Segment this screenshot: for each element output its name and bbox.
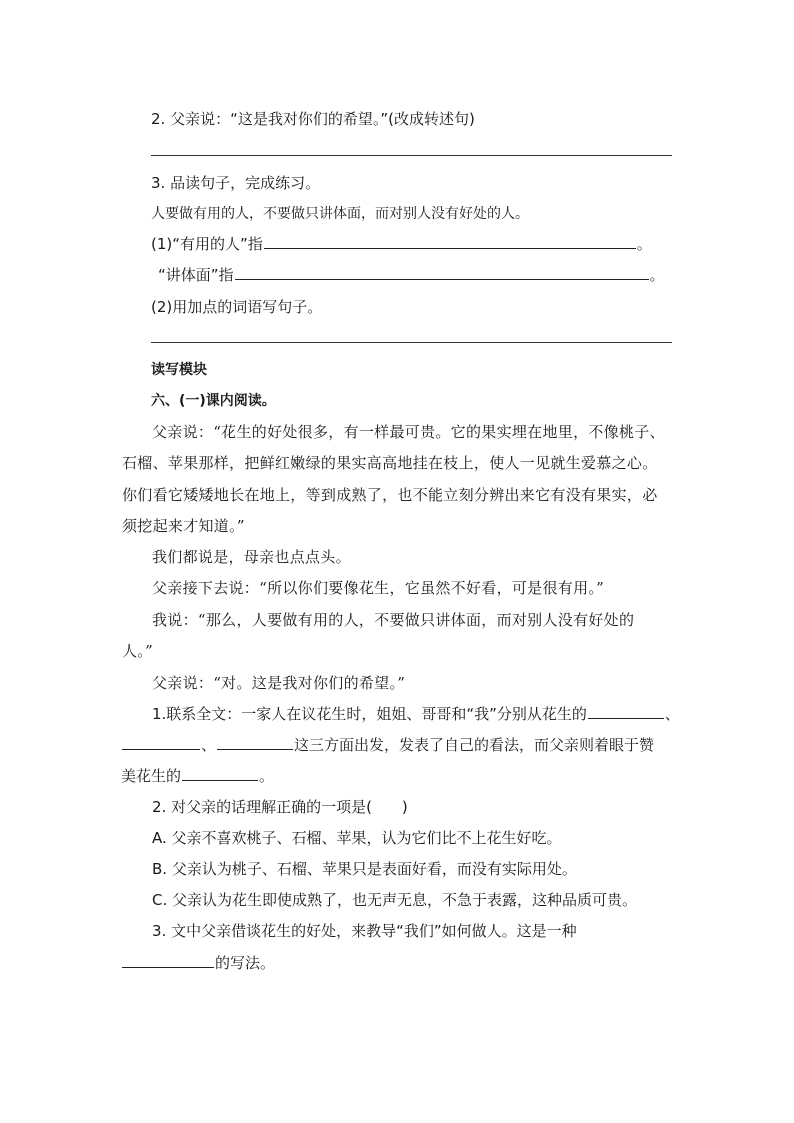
option-a[interactable]: A. 父亲不喜欢桃子、石榴、苹果，认为它们比不上花生好吃。 xyxy=(152,829,562,847)
answer-blank-decency[interactable] xyxy=(235,278,649,280)
question-1-text: 1.联系全文：一家人在议花生时，姐姐、哥哥和“我”分别从花生的 xyxy=(152,705,587,723)
option-b[interactable]: B. 父亲认为桃子、石榴、苹果只是表面好看，而没有实际用处。 xyxy=(152,860,577,878)
q3-title: 3. 品读句子，完成练习。 xyxy=(151,174,321,192)
question-1-line3 xyxy=(121,765,274,786)
question-3-line1: 3. 文中父亲借谈花生的好处，来教导“我们”如何做人。这是一种 xyxy=(152,922,577,940)
answer-blank-q1-b[interactable] xyxy=(122,748,200,750)
q3-sub2 xyxy=(158,264,665,285)
answer-blank-q1-a[interactable] xyxy=(588,717,664,719)
passage-p1-line2: 石榴、苹果那样，把鲜红嫩绿的果实高高地挂在枝上，使人一见就生爱慕之心。 xyxy=(122,454,658,472)
q3-sub1 xyxy=(151,233,652,254)
q3-sub2-suffix: 。 xyxy=(649,266,665,284)
q3-sub3: (2)用加点的词语写句子。 xyxy=(151,298,323,316)
answer-blank-q3[interactable] xyxy=(122,966,214,968)
option-c[interactable]: C. 父亲认为花生即使成熟了，也无声无息，不急于表露，这种品质可贵。 xyxy=(152,891,638,909)
part-title: 六、(一)课内阅读。 xyxy=(151,393,276,409)
passage-p1-line4: 须挖起来才知道。” xyxy=(122,517,245,535)
answer-blank-q1-c[interactable] xyxy=(217,748,293,750)
question-1-mid: 这三方面出发，发表了自己的看法，而父亲则着眼于赞 xyxy=(294,736,655,754)
question-1-l3-suffix: 。 xyxy=(259,767,275,785)
question-1-line1 xyxy=(152,703,680,724)
passage-p1-line3: 你们看它矮矮地长在地上，等到成熟了，也不能立刻分辨出来它有没有果实，必 xyxy=(122,486,658,504)
question-1-sep2: 、 xyxy=(201,736,217,754)
passage-p5: 父亲说：“对。这是我对你们的希望。” xyxy=(152,674,406,692)
answer-blank-useful-person[interactable] xyxy=(264,247,636,249)
q3-sentence: 人要做有用的人，不要做只讲体面，而对别人没有好处的人。 xyxy=(151,206,529,222)
q3-sub1-suffix: 。 xyxy=(636,235,652,253)
q2-change-prompt: 2. 父亲说：“这是我对你们的希望。”(改成转述句) xyxy=(151,110,475,128)
answer-line-q2[interactable] xyxy=(151,155,672,156)
question-3-line2 xyxy=(121,952,275,973)
passage-p4-line1: 我说：“那么，人要做有用的人，不要做只讲体面，而对别人没有好处的 xyxy=(152,611,635,629)
question-1-l3-prefix: 美花生的 xyxy=(121,767,182,785)
q3-sub1-prefix: (1)“有用的人”指 xyxy=(151,235,263,253)
question-2: 2. 对父亲的话理解正确的一项是( ) xyxy=(152,798,408,816)
answer-blank-q1-d[interactable] xyxy=(182,779,258,781)
answer-line-q3-sentence[interactable] xyxy=(151,342,672,343)
q3-sub2-prefix: “讲体面”指 xyxy=(158,266,234,284)
passage-p2: 我们都说是，母亲也点点头。 xyxy=(152,548,351,566)
passage-p3: 父亲接下去说：“所以你们要像花生，它虽然不好看，可是很有用。” xyxy=(152,579,605,597)
question-1-line2 xyxy=(121,734,654,755)
passage-p1-line1: 父亲说：“花生的好处很多，有一样最可贵。它的果实埋在地里，不像桃子、 xyxy=(152,423,665,441)
question-1-sep1: 、 xyxy=(664,705,680,723)
question-3-suffix: 的写法。 xyxy=(215,954,276,972)
module-title: 读写模块 xyxy=(151,362,207,378)
passage-p4-line2: 人。” xyxy=(122,642,154,660)
